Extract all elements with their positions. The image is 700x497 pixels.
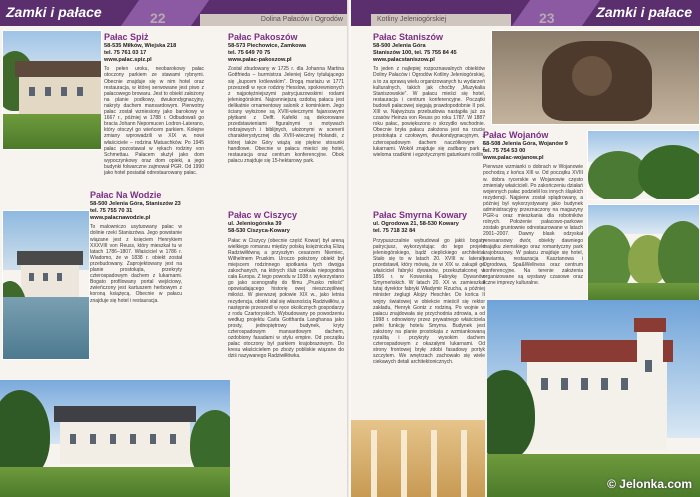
right-header-title: Zamki i pałace [596,4,692,20]
left-page [0,0,349,497]
entry-title: Pałac Na Wodzie [90,190,162,200]
photo-staniszow-sculpture [491,30,700,125]
entry-body: To malowniczo usytuowany pałac w dolinie rzeki Staniszówa. Jego powstanie wiązane jest z księciem Henrykiem XXXVIII von Reuss, który mieszkał tu w latach 1786–1807. Właściciel w 1786 r. Wiadomo, że w 1838 r. obiekt został przebudowany. Zaprojektowany jest na planie prostokąta, przekryty czterospadowym dachem z lukarnami. Bogato profilowany portal wejściowy, zwieńczony jest kartuszem herbowym z koroną książęcą. Obecnie w pałacu znajduje się hotel i restauracja. [90,224,182,304]
entry-website[interactable]: www.palac-wojanow.pl [483,154,544,161]
entry-staniszow [373,32,485,198]
entry-address: 58-535 Miłków, Wiejska 218 [104,43,177,49]
entry-title: Pałac Staniszów [373,32,444,42]
entry-ciszyca [228,210,344,438]
left-header-title: Zamki i pałace [6,4,102,20]
entry-address: ul. Ogrodowa 21, 58-530 Kowary [373,221,459,227]
entry-body: To jeden z najlepiej rozpoznawalnych obiektów Doliny Pałaców i Ogrodów Kotliny Jeleniogórskiej, a to za sprawą wielu organizowanych tu wydarzeń kulturalnych, takich jak choćby „Muzykalia Staniszowskie”. W pałacu mieści się hotel, restauracja i centrum konferencyjne. Początki budowli pałacowej sięgają prawdopodobnie II poł. XIII w. Najwyższa przebudowa nastąpiła już za czasów Heinza von Reuss po roku 1787. W 1887 roku pałac, powiększono o skrzydło wschodnie. Obecnie bryła pałacu założona jest na rzucie prostokąta z czołowym, dwukondygnacyjnym, z czterospadowym dachem naczółkowym z lukarnami. Wokół znajduje się zadbany park z wieloma rzadkimi i egzotycznymi gatunkami roślin. [373,66,485,158]
entry-body: Przypuszczalnie wybudował go jakiś bogaty patrycjusz, wykorzystując do tego projekt jeleniogórskiego, bądź cieplickiego architekta. Stało się to w latach 20. XVIII w. lateraly przedstawił, który mówią, że w XIX w. zakupił go właściciel fabryki dywanów, przekształconej w 1856 r. w Kowarską Fabrykę Dywanów Smyrneńskich. W latach 20. XX w. zamieszkał tutaj dyrektor fabryki Władymir Rzucha, a później minister żeglugi Alojzy Heschler. Do końca II wojny światowej w obiekcie mieścił się rektor zakładu, Henryk Gontz z rodziną. Po wojnie w pałacu znajdowała się przychodnia zdrowia, a od 1998 r. odnowiony przez prywatnego właściciela pełni funkcję hotelu Smyrna. Budynek jest założony na planie prostokąta z wzmiankowaną ryzalitą i przykryty wysokim dachem czterospadowym z okazałymi lukarnami. Od strony frontowej bryłę zdobi fasadowy portyk szczytem. We wnętrzach zachowało się wiele ciekawych detali architektonicznych. [373,237,485,366]
entry-website[interactable]: www.palac-pakoszow.pl [228,56,292,63]
entry-address: 58-500 Jelenia Góra, Staniszów 23 [90,201,181,207]
right-section-label: Kotliny Jeleniogórskiej [371,14,511,26]
left-page-number: 22 [150,10,166,26]
entry-body: To pełen uroku, neobarokowy pałac otoczony parkiem ze stawami rybnymi. Obecnie znajduje się w nim hotel oraz restauracja, w której serwowane jest piwo z pałacowego browaru. Jest to obiekt założony na planie podkowy, dwukondygnacyjny, nakryty dachem mansardowym. Pierwotny pałac został wzniesiony jako barokowy w 1667 r., później w 1788 r. Odbudowali go bracia Johann Nepomucen Lodron-Laterano, który otoczył go wieńcem parkiem. Kolejne zmiany wprowadzili w XIX w. nowi właściciele – rodzina Matuschków. Po 1945 pałac pozostawał w rękach rodziny von Schmettau. Pałacem służył jako dom wypoczynkowy oraz dom opieki, a jego budynki folwarczne zajmował PGR. Od 1990 jako hotel posiadał odrestaurowany pałac. [104,66,204,176]
entry-body: Pałac w Ciszycy (obecnie część Kowar) był areną wielkiego romansu między polską księżniczką Elizą Radziwiłłówną a przyszłym cesarzem Niemiec, Wilhelmem Pruskim. Uroczo położony obiekt był miejscem rodzinnego spotkania tych dwojga zakochanych, na których ślub czekała niepogodna cała Europa. Z tego powodu w 1938 r. wykorzystano go jako scenografię do filmu „Prusko miłość” opowiadającego historię owej nieszczęśliwej miłości. W pierwszej połowie XIX w., jako letnia rezydencja, obiekt stał się własnością Radziwiłłów, a następnie przeszedł w ręce okolicznych gospodarzy z rodu Czartoryskich. Wybudowany po powodzeniu według projektu Carla Gottharda Langhansa jako prosty, jednopiętrowy budynek, kryty czterospadowym mansardowym dachem, ozdobiony fasadami w stylu empire. Od początku pałac otoczony był parkiem krajobrazowym. Do kresu właścicielem po zboży pobliskie wiązane do dziś nazywanego Radziwiłłówka. [228,237,344,360]
entry-title: Pałac Wojanów [483,130,549,140]
right-page [351,0,700,497]
entry-phone: tel. 75 754 53 00 [483,147,526,154]
entry-na-wodzie [90,190,182,334]
entry-phone: tel. 75 649 70 75 [228,49,271,56]
photo-wojanow-gardens [587,204,700,304]
photo-palac-smyrna [351,420,485,497]
photo-wojanow-park [587,130,700,200]
entry-title: Pałac Smyrna Kowary [373,210,468,220]
entry-title: Pałac w Ciszycy [228,210,298,220]
right-page-number: 23 [539,10,555,26]
entry-phone: 58-530 Ciszyca-Kowary [228,227,290,234]
left-section-label: Dolina Pałaców i Ogrodów [200,14,349,26]
entry-phone: tel. 75 718 32 84 [373,227,416,234]
photo-palac-wojanow [487,300,700,497]
entry-spiz [104,32,204,184]
entry-phone: Staniszów 100, tel. 75 755 84 45 [373,49,457,56]
entry-phone: tel. 75 761 03 17 [104,49,147,56]
photo-palac-na-wodzie [2,210,90,360]
photo-palac-ciszyca [0,380,230,497]
entry-pakoszow [228,32,344,204]
entry-body: Został zbudowany w 1725 r. dla Johanna Martina Gottfrieda – burmistrza Jeleniej Góry tytułującego się „kupcem królewskim”. Drogą mariażu w 1771 przeszedł w ręce rodziny Hesslow, spokrewnionych z najpotężniejszymi patrycjuszowskimi rodami jeleniogórskimi. Najcenniejszą ozdobą pałacu jest delikatnie ornamentowy salonik z kominkiem. Jego ściany wyłożone są XVIII-wiecznymi fajansowymi płytkami z Delft. Kafelki są dekorowane przedstawieniami figuralnymi o motywach rodzajowych i biblijnych, ułożonymi w scenerii charakterystycznej dla XVIII-wiecznej Holandii, z której także Góry wiążą się piękne stosunki handlowe. Obecnie w pałacu mieści się hotel, restauracja oraz centrum konferencyjne. Obok pałacu znajduje się 15-hektarowy park. [228,66,344,164]
watermark: © Jelonka.com [607,477,692,491]
entry-website[interactable]: www.palacstaniszow.pl [373,56,435,63]
entry-phone: tel. 75 755 70 31 [90,207,133,214]
entry-body: Pierwsze wzmianki o dobrach w Wojanowie pochodzą z końca XIII w. Od początku XVIII w. dobra rycerskie w Wojanowie często zmieniały właścicieli. Po zakończeniu działań wojennych pałac podzielił los innych śląskich rezydencji. Najpierw został splądrowany, a później był wykorzystywany jako budynek administracyjny przeznaczony na magazyny PGR-u oraz mieszkania dla robotników rolnych. Położenie pałacowo-parkowe zostało gruntownie odrestaurowane w latach 2001–2007. Dawny blask odzyskał renesansowy dwór, obiekty dawniego majątku ziemskiego oraz romantyczny park krajobrazowy. W pałacu znajduje się hotel, kawiarnia, restauracja Kasztanowa i Ogrodowa, Spa&Wellness oraz centrum konferencyjne. Na terenie założenia organizowane są wystawy czasowe oraz liczne imprezy kulturalne. [483,164,583,287]
entry-address: 58-573 Piechowice, Zamkowa [228,43,307,49]
photo-palac-spiz [2,30,102,150]
entry-website[interactable]: www.palacnawodzie.pl [90,214,151,221]
entry-address: 58-508 Jelenia Góra, Wojanów 9 [483,141,568,147]
entry-smyrna [373,210,485,450]
entry-title: Pałac Spiż [104,32,149,42]
header-swoosh [512,0,600,26]
entry-address: ul. Jeleniogórska 39 [228,221,282,227]
entry-title: Pałac Pakoszów [228,32,298,42]
entry-address: 58-500 Jelenia Góra [373,43,426,49]
entry-website[interactable]: www.palac.spiz.pl [104,56,152,63]
